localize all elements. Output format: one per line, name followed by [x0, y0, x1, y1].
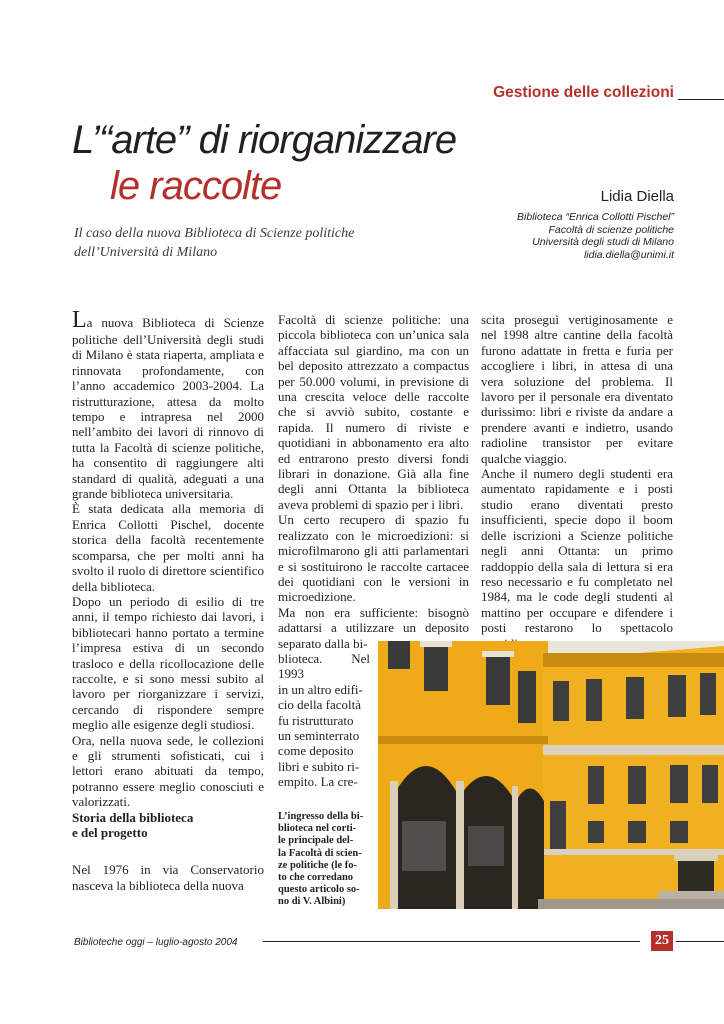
- caption-line: questo articolo so-: [278, 884, 360, 896]
- footer-journal: Biblioteche oggi – luglio-agosto 2004: [74, 937, 238, 948]
- article-title: [72, 117, 456, 209]
- paragraph: Dopo un periodo di esilio di tre anni, il tempo richiesto dai lavori, i bibliotecari hanno portato a termine l’impresa estiva di un secondo trasloco e della ricollocazione delle raccolte, e si sono messi subito al lavoro per riorganizzare i servizi, cercando di rispondere sempre meglio alle esigenze degli studiosi.: [72, 593, 264, 733]
- subheading-line: Storia della biblioteca: [72, 809, 194, 825]
- section-label: Gestione delle collezioni: [493, 84, 674, 101]
- body-column-1: [72, 308, 264, 893]
- body-column-3: [481, 312, 673, 666]
- building-illustration: [378, 641, 724, 909]
- affiliation-line: Università degli studi di Milano: [532, 236, 674, 248]
- footer-rule: [263, 941, 640, 942]
- author-affiliation: [517, 211, 674, 261]
- author-email[interactable]: lidia.diella@unimi.it: [583, 248, 674, 261]
- article-subtitle: [74, 224, 354, 262]
- narrow-text-block: [278, 651, 370, 790]
- paragraph: Anche il numero degli studenti era aumentato rapidamente e i posti studio erano diventati presto insufficienti, specie dopo il boom delle iscrizioni a Scienze politiche negli anni Ottanta: un primo raddoppio della sala di lettura si era reso necessario e fu completato nel 1984, ma le code degli studenti al mattino per occupare e difendere i posti restarono lo spettacolo: [481, 466, 673, 636]
- footer-rule: [676, 941, 724, 942]
- page-number: 25: [651, 931, 673, 951]
- courtyard-photo: [378, 641, 724, 909]
- text-line: come deposito: [278, 743, 354, 759]
- paragraph: Un certo recupero di spazio fu realizzato con le microedizioni: si microfilmarono gli atti parlamentari e si sostituirono le raccolte cartacee dei quotidiani con le versioni in microedizione.: [278, 512, 469, 605]
- paragraph: Ora, nella nuova sede, le collezioni e gli strumenti sofisticati, cui i lettori erano abituati da tempo, potranno essere meglio conosciuti e valorizzati.: [72, 732, 264, 810]
- text-line: un seminterrato: [278, 727, 360, 743]
- caption-line: no di V. Albini): [278, 896, 346, 908]
- caption-line: ze politiche (le fo-: [278, 859, 358, 871]
- title-line-2: le raccolte: [110, 164, 282, 208]
- subheading-line: e del progetto: [72, 825, 148, 840]
- drop-cap: L: [72, 307, 87, 333]
- caption-line: le principale del-: [278, 835, 354, 847]
- text-line: empito. La cre-: [278, 774, 358, 790]
- paragraph-text: a nuova Biblioteca di Scienze politiche dell’Università degli studi di Milano è stata riaperta, ampliata e rinnovata profondamente, con l’anno accademico 2003-2004. La ristrutturazione, attesa da molto tempo e intrapresa nel 2000 nell’ambito dei lavori di rinnovo di tutta la Facoltà di scienze politiche, ha consentito di raggiungere alti standard di qualità, adeguati a una grande biblioteca universitaria.: [72, 315, 264, 502]
- caption-line: to che corredano: [278, 872, 354, 884]
- paragraph: Facoltà di scienze politiche: una piccola biblioteca con un’unica sala affacciata sul giardino, ma con un bel deposito attrezzato a compactus per 50.000 volumi, in previsione di una crescita veloce delle raccolte che si avviò subito, costante e rapida. Il numero di riviste e quotidiani in abbonamento era alto ed entrarono presto diversi fondi librari in donazione. Già alla fine degli anni Ottanta la biblioteca aveva problemi di spazio per i libri.: [278, 312, 469, 512]
- section-rule: [678, 99, 724, 100]
- text-line: blioteca. Nel 1993: [278, 650, 370, 682]
- text-line: in un altro edifi-: [278, 681, 363, 697]
- affiliation-line: Facoltà di scienze politiche: [548, 223, 674, 236]
- caption-line: blioteca nel corti-: [278, 823, 357, 835]
- paragraph: Ma non era sufficiente: bisognò adattarsi a utilizzare un deposito separato dalla bi-: [278, 604, 469, 651]
- subtitle-line: dell’Università di Milano: [74, 245, 218, 260]
- caption-line: L’ingresso della bi-: [278, 811, 364, 822]
- author-name: Lidia Diella: [600, 188, 674, 205]
- photo-caption: [278, 811, 370, 909]
- paragraph: Nel 1976 in via Conservatorio nasceva la biblioteca della nuova: [72, 862, 264, 893]
- section-subheading: [72, 810, 264, 841]
- text-line: cio della facoltà: [278, 697, 362, 713]
- affiliation-line: Biblioteca “Enrica Collotti Pischel”: [517, 211, 674, 223]
- text-line: libri e subito ri-: [278, 758, 360, 774]
- title-line-1: L’“arte” di riorganizzare: [72, 118, 457, 162]
- paragraph: [72, 308, 264, 501]
- caption-line: la Facoltà di scien-: [278, 847, 362, 859]
- subtitle-line: Il caso della nuova Biblioteca di Scienze politiche: [74, 226, 355, 241]
- paragraph: scita proseguì vertiginosamente e nel 1998 altre cantine della facoltà furono adattate in fretta e furia per accogliere i libri, in attesa di una vera soluzione del problema. Il lavoro per il personale era diventato durissimo: libri e riviste da andare a prendere avanti e indietro, usando radioline transistor per evitare qualche viaggio.: [481, 312, 673, 466]
- text-line: fu ristrutturato: [278, 712, 354, 728]
- paragraph: È stata dedicata alla memoria di Enrica Collotti Pischel, docente storica della facoltà recentemente scomparsa, che per molti anni ha svolto il ruolo di direttore scientifico della biblioteca.: [72, 501, 264, 594]
